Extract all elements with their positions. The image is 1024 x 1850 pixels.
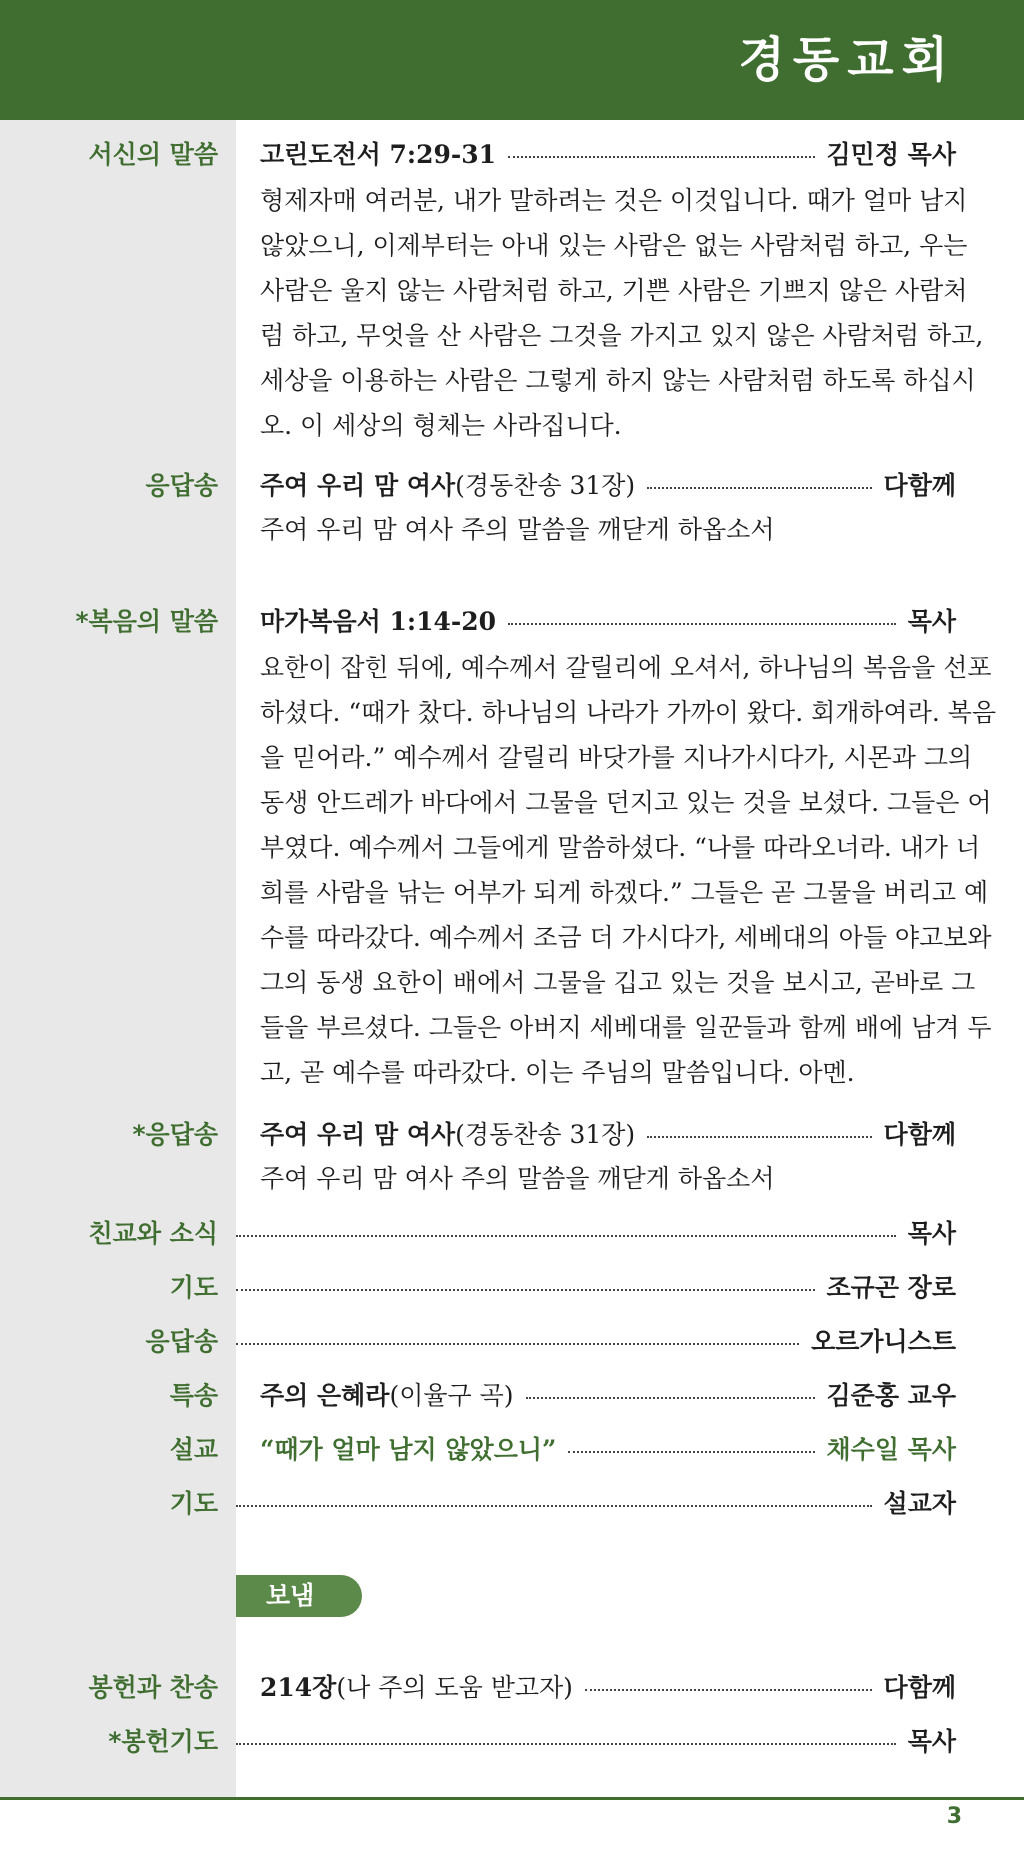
response-2-note: (경동찬송 31장) bbox=[455, 1120, 636, 1149]
gospel-line: 하셨다. “때가 찼다. 하나님의 나라가 가까이 왔다. 회개하여라. 복음 bbox=[260, 698, 997, 727]
epistle-line: 사람은 울지 않는 사람처럼 하고, 기쁜 사람은 기쁘지 않은 사람처 bbox=[260, 276, 968, 305]
gospel-line: 요한이 잡힌 뒤에, 예수께서 갈릴리에 오셔서, 하나님의 복음을 선포 bbox=[260, 653, 992, 682]
epistle-text bbox=[260, 178, 984, 448]
label-sermon: 설교 bbox=[169, 1435, 218, 1464]
leader-dots bbox=[508, 623, 896, 625]
response-3-row bbox=[236, 1325, 956, 1359]
response-3-leader: 오르가니스트 bbox=[811, 1327, 956, 1356]
label-special-song: 특송 bbox=[169, 1381, 218, 1410]
page-number: 3 bbox=[946, 1804, 962, 1829]
footer-rule bbox=[0, 1797, 1024, 1800]
gospel-line: 수를 따라갔다. 예수께서 조금 더 가시다가, 세베대의 아들 야고보와 bbox=[260, 923, 992, 952]
offering-hymn-wrap bbox=[236, 1671, 573, 1705]
label-fellowship: 친교와 소식 bbox=[88, 1219, 218, 1248]
response-2-lyric: 주여 우리 맘 여사 주의 말씀을 깨닫게 하옵소서 bbox=[260, 1164, 775, 1193]
gospel-line: 들을 부르셨다. 그들은 아버지 세베대를 일꾼들과 함께 배에 남겨 두 bbox=[260, 1013, 992, 1042]
leader-dots bbox=[647, 487, 871, 489]
label-response-2: *응답송 bbox=[132, 1120, 218, 1149]
gospel-line: 희를 사람을 낚는 어부가 되게 하겠다.” 그들은 곧 그물을 버리고 예 bbox=[260, 878, 989, 907]
section-sending-badge: 보냄 bbox=[236, 1575, 362, 1617]
church-name: 경동교회 bbox=[738, 32, 956, 88]
label-offering-prayer: *봉헌기도 bbox=[108, 1727, 218, 1756]
response-2-title-wrap bbox=[236, 1118, 635, 1152]
leader-dots bbox=[647, 1136, 871, 1138]
prayer-2-leader: 설교자 bbox=[883, 1489, 956, 1518]
label-response-1: 응답송 bbox=[145, 471, 218, 500]
label-response-3: 응답송 bbox=[145, 1327, 218, 1356]
label-epistle: 서신의 말씀 bbox=[88, 140, 218, 169]
epistle-reader: 김민정 목사 bbox=[826, 140, 956, 169]
special-song-row bbox=[236, 1379, 956, 1413]
epistle-line: 오. 이 세상의 형체는 사라집니다. bbox=[260, 411, 622, 440]
response-1-note: (경동찬송 31장) bbox=[455, 471, 636, 500]
offering-performer: 다함께 bbox=[883, 1673, 956, 1702]
leader-dots bbox=[236, 1743, 896, 1745]
special-song-title: 주의 은혜라 bbox=[260, 1381, 390, 1410]
prayer-2-row bbox=[236, 1487, 956, 1521]
leader-dots bbox=[508, 156, 814, 158]
label-prayer-1: 기도 bbox=[169, 1273, 218, 1302]
response-2-row bbox=[236, 1118, 956, 1152]
epistle-row bbox=[236, 138, 956, 172]
leader-dots bbox=[526, 1397, 815, 1399]
leader-dots bbox=[236, 1505, 872, 1507]
gospel-text bbox=[260, 645, 997, 1095]
response-2-performer: 다함께 bbox=[883, 1120, 956, 1149]
gospel-reader: 목사 bbox=[907, 607, 956, 636]
sermon-row bbox=[236, 1433, 956, 1467]
epistle-line: 세상을 이용하는 사람은 그렇게 하지 않는 사람처럼 하도록 하십시 bbox=[260, 366, 976, 395]
response-1-title-wrap bbox=[236, 469, 635, 503]
offering-hymn-number: 214장 bbox=[260, 1673, 337, 1702]
response-1-lyric: 주여 우리 맘 여사 주의 말씀을 깨닫게 하옵소서 bbox=[260, 515, 775, 544]
offering-prayer-leader: 목사 bbox=[907, 1727, 956, 1756]
leader-dots bbox=[585, 1689, 872, 1691]
offering-hymn-title: (나 주의 도움 받고자) bbox=[336, 1673, 573, 1702]
leader-dots bbox=[236, 1289, 815, 1291]
prayer-1-row bbox=[236, 1271, 956, 1305]
offering-prayer-row bbox=[236, 1725, 956, 1759]
epistle-reference: 고린도전서 7:29-31 bbox=[260, 140, 497, 169]
label-offering: 봉헌과 찬송 bbox=[88, 1673, 218, 1702]
leader-dots bbox=[236, 1343, 799, 1345]
gospel-line: 고, 곧 예수를 따라갔다. 이는 주님의 말씀입니다. 아멘. bbox=[260, 1058, 855, 1087]
special-song-title-wrap bbox=[236, 1379, 514, 1413]
label-prayer-2: 기도 bbox=[169, 1489, 218, 1518]
epistle-line: 럼 하고, 무엇을 산 사람은 그것을 가지고 있지 않은 사람처럼 하고, bbox=[260, 321, 984, 350]
prayer-1-leader: 조규곤 장로 bbox=[826, 1273, 956, 1302]
gospel-line: 그의 동생 요한이 배에서 그물을 깁고 있는 것을 보시고, 곧바로 그 bbox=[260, 968, 976, 997]
label-gospel: *복음의 말씀 bbox=[75, 607, 218, 636]
response-2-title: 주여 우리 맘 여사 bbox=[260, 1120, 456, 1149]
leader-dots bbox=[568, 1451, 814, 1453]
special-song-performer: 김준홍 교우 bbox=[826, 1381, 956, 1410]
response-1-title: 주여 우리 맘 여사 bbox=[260, 471, 456, 500]
response-1-row bbox=[236, 469, 956, 503]
gospel-reference: 마가복음서 1:14-20 bbox=[260, 607, 497, 636]
label-sidebar bbox=[0, 120, 236, 1798]
special-song-note: (이율구 곡) bbox=[389, 1381, 514, 1410]
epistle-line: 형제자매 여러분, 내가 말하려는 것은 이것입니다. 때가 얼마 남지 bbox=[260, 186, 968, 215]
sermon-title: “때가 얼마 남지 않았으니” bbox=[260, 1435, 557, 1464]
response-1-performer: 다함께 bbox=[883, 471, 956, 500]
epistle-line: 않았으니, 이제부터는 아내 있는 사람은 없는 사람처럼 하고, 우는 bbox=[260, 231, 968, 260]
header-bar bbox=[0, 0, 1024, 120]
gospel-row bbox=[236, 605, 956, 639]
sermon-preacher: 채수일 목사 bbox=[826, 1435, 956, 1464]
offering-row bbox=[236, 1671, 956, 1705]
gospel-line: 동생 안드레가 바다에서 그물을 던지고 있는 것을 보셨다. 그들은 어 bbox=[260, 788, 992, 817]
gospel-line: 부였다. 예수께서 그들에게 말씀하셨다. “나를 따라오너라. 내가 너 bbox=[260, 833, 981, 862]
leader-dots bbox=[236, 1235, 896, 1237]
gospel-line: 을 믿어라.” 예수께서 갈릴리 바닷가를 지나가시다가, 시몬과 그의 bbox=[260, 743, 973, 772]
fellowship-leader: 목사 bbox=[907, 1219, 956, 1248]
fellowship-row bbox=[236, 1217, 956, 1251]
